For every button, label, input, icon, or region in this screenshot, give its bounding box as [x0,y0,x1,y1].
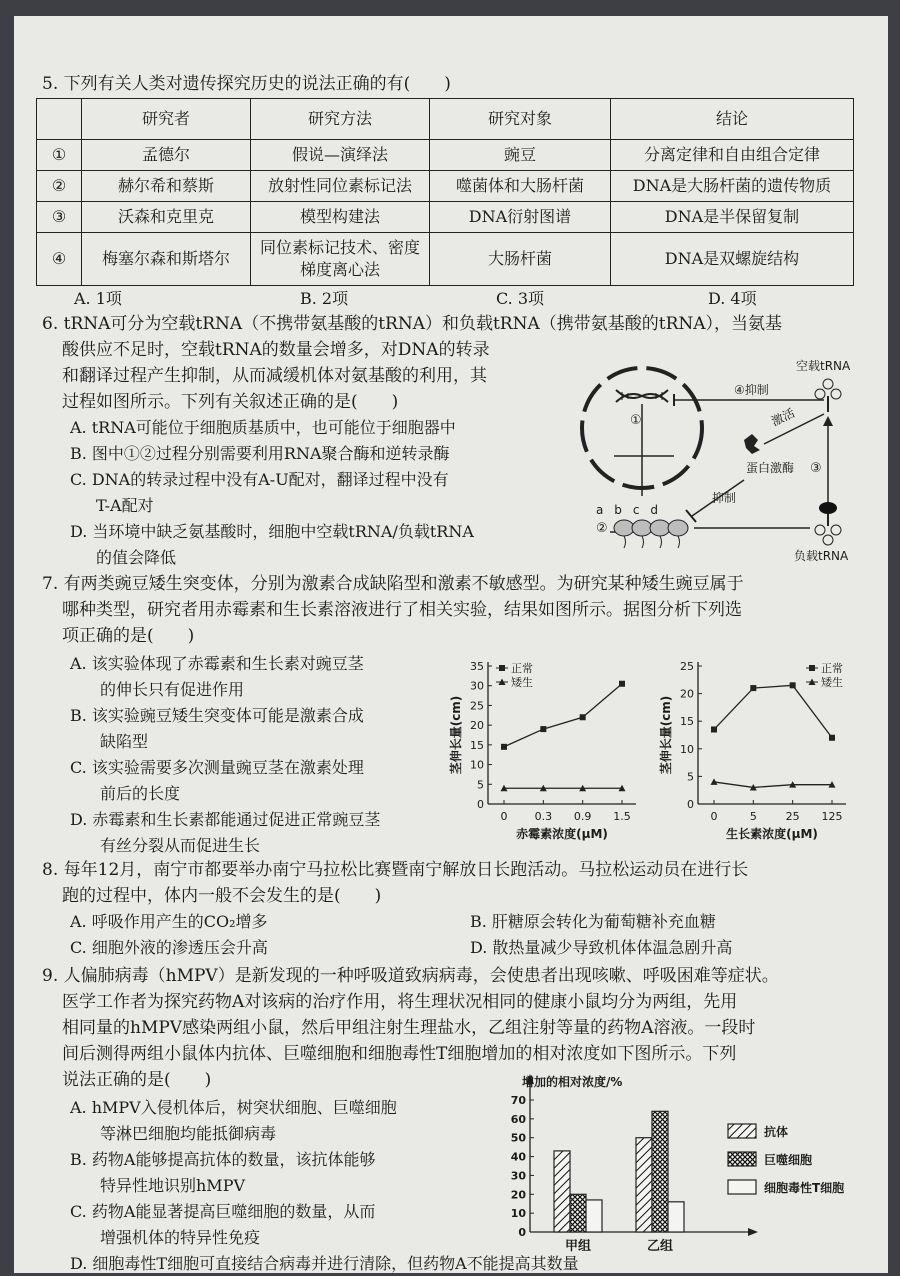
label-process-2: ② [596,521,608,536]
y-tick-label: 10 [470,758,484,772]
q8-option-b[interactable]: B. 肝糖原会转化为葡萄糖补充血糖 [470,912,716,931]
q6-stem-line: 6. tRNA可分为空载tRNA（不携带氨基酸的tRNA）和负载tRNA（携带氨基酸的tRNA），当氨基 [42,314,783,334]
y-tick-label: 35 [470,660,484,673]
bar-抗体-甲组 [554,1151,570,1232]
choice-d[interactable]: D. 4项 [708,289,757,308]
x-tick-label: 0 [710,810,718,823]
y-tick-label: 0 [477,798,484,811]
y-tick-label: 25 [680,660,694,673]
y-tick-label: 0 [518,1226,526,1239]
bar-细胞毒性T细胞-乙组 [668,1202,684,1232]
q9-stem-line: 医学工作者为探究药物A对该病的治疗作用，将生理状况相同的健康小鼠均分为两组，先用 [62,992,738,1012]
q7-stem-line: 7. 有两类豌豆矮生突变体，分别为激素合成缺陷型和激素不敏感型。为研究某种矮生豌豆属于 [42,574,744,594]
data-point [619,681,625,687]
legend-label: 正常 [511,662,533,675]
table-cell: 噬菌体和大肠杆菌 [430,171,611,202]
q8-stem-line: 8. 每年12月，南宁市都要举办南宁马拉松比赛暨南宁解放日长跑活动。马拉松运动员在进行长 [42,860,749,880]
y-tick-label: 50 [510,1131,526,1145]
label-process-3: ③ [810,461,822,476]
y-tick-label: 40 [510,1150,526,1164]
legend-swatch [728,1152,756,1166]
y-tick-label: 5 [477,778,484,792]
table-cell: 模型构建法 [251,202,430,233]
table-row [37,233,854,286]
auxin-line-chart [654,652,864,852]
y-tick-label: 5 [687,770,694,784]
q7-option-c[interactable]: C. 该实验需要多次测量豌豆茎在激素处理 [70,758,364,777]
table-row [37,202,854,233]
y-axis-title: 增加的相对浓度/% [522,1075,623,1089]
table-cell: 大肠杆菌 [430,233,611,286]
q6-option-c-cont: T-A配对 [96,496,154,515]
q9-option-a[interactable]: A. hMPV入侵机体后，树突状细胞、巨噬细胞 [70,1098,397,1117]
legend-marker [499,665,505,671]
y-tick-label: 15 [470,738,484,752]
table-cell: ④ [37,233,82,286]
table-cell: ③ [37,202,82,233]
data-point [790,682,796,688]
table-row [37,171,854,202]
y-tick-label: 30 [510,1169,526,1183]
q7-option-a[interactable]: A. 该实验体现了赤霉素和生长素对豌豆茎 [70,654,364,673]
legend-label: 细胞毒性T细胞 [764,1181,845,1195]
x-axis-title: 赤霉素浓度(μM) [516,827,608,841]
x-tick-label: 5 [749,810,757,823]
bar-抗体-乙组 [636,1138,652,1232]
q9-stem-line: 相同量的hMPV感染两组小鼠，然后甲组注射生理盐水，乙组注射等量的药物A溶液。一段时 [62,1018,756,1038]
q9-stem-line: 间后测得两组小鼠体内抗体、巨噬细胞和细胞毒性T细胞增加的相对浓度如下图所示。下列 [62,1044,737,1064]
label-protein-kinase: 蛋白激酶 [746,461,795,475]
bar-细胞毒性T细胞-甲组 [586,1200,602,1232]
q8-option-c[interactable]: C. 细胞外液的渗透压会升高 [70,938,268,957]
table-cell: ① [37,140,82,171]
legend-label: 抗体 [764,1125,789,1139]
label-process-1: ① [630,413,642,428]
q6-option-c[interactable]: C. DNA的转录过程中没有A-U配对，翻译过程中没有 [70,470,449,489]
choice-b[interactable]: B. 2项 [300,289,349,308]
legend-marker [809,665,815,671]
x-tick-label: 25 [785,810,800,823]
table-cell: DNA是半保留复制 [611,202,854,233]
bar-巨噬细胞-乙组 [652,1111,668,1232]
y-tick-label: 25 [470,699,484,713]
table-cell: 沃森和克里克 [82,202,251,233]
x-tick-label: 0.3 [534,810,553,823]
legend-label: 正常 [821,662,843,675]
q6-option-a[interactable]: A. tRNA可能位于细胞质基质中，也可能位于细胞器中 [70,418,456,437]
x-tick-label: 甲组 [564,1239,592,1254]
q6-stem-line: 和翻译过程产生抑制，从而减缓机体对氨基酸的利用，其 [62,366,487,386]
y-axis-title: 茎伸长量(cm) [449,695,463,775]
y-tick-label: 20 [680,687,694,701]
q9-stem-line: 说法正确的是( ) [62,1070,212,1090]
q7-stem-line: 项正确的是( ) [62,626,195,646]
q9-option-a-cont: 等淋巴细胞均能抵御病毒 [100,1124,277,1143]
label-inhibit: 抑制 [712,491,737,505]
dna-helix-icon [616,390,668,402]
table-cell: DNA是双螺旋结构 [611,233,854,286]
x-tick-label: 125 [821,810,843,823]
y-tick-label: 60 [510,1112,526,1126]
q6-option-b[interactable]: B. 图中①②过程分别需要利用RNA聚合酶和逆转录酶 [70,444,450,463]
empty-trna-icon [815,379,841,412]
q9-option-d[interactable]: D. 细胞毒性T细胞可直接结合病毒并进行清除，但药物A不能提高其数量 [70,1254,579,1273]
x-tick-label: 0.9 [573,810,592,823]
q6-stem-line: 酸供应不足时，空载tRNA的数量会增多，对DNA的转录 [62,340,490,360]
table-cell: DNA是大肠杆菌的遗传物质 [611,171,854,202]
choice-c[interactable]: C. 3项 [496,289,545,308]
choice-a[interactable]: A. 1项 [74,289,122,308]
table-cell: 假说—演绎法 [251,140,430,171]
x-axis-arrow [748,1228,758,1236]
bar-巨噬细胞-甲组 [570,1194,586,1232]
legend-label: 巨噬细胞 [764,1153,813,1167]
table-header: 研究者 [82,99,251,140]
q5-stem: 5. 下列有关人类对遗传探究历史的说法正确的有( ) [42,74,451,94]
table-header: 研究方法 [251,99,430,140]
q9-option-b-cont: 特异性地识别hMPV [100,1176,246,1195]
table-row [37,140,854,171]
x-tick-label: 1.5 [613,810,631,823]
q5-table [36,98,854,286]
loaded-trna-icon [815,502,841,545]
data-point [540,726,546,732]
y-axis-title: 茎伸长量(cm) [659,695,673,775]
q9-option-c[interactable]: C. 药物A能显著提高巨噬细胞的数量，从而 [70,1202,376,1221]
q8-option-a[interactable]: A. 呼吸作用产生的CO₂增多 [70,912,268,931]
q9-stem-line: 9. 人偏肺病毒（hMPV）是新发现的一种呼吸道致病病毒，会使患者出现咳嗽、呼吸困难等症状。 [42,966,779,986]
q7-option-d[interactable]: D. 赤霉素和生长素都能通过促进正常豌豆茎 [70,810,381,829]
table-cell: 赫尔希和蔡斯 [82,171,251,202]
data-point [580,714,586,720]
gibberellin-line-chart [444,652,654,852]
table-cell: 梅塞尔森和斯塔尔 [82,233,251,286]
q6-diagram [574,356,864,566]
q7-option-c-cont: 前后的长度 [100,784,181,803]
table-cell: DNA衍射图谱 [430,202,611,233]
series-line-正常 [714,685,832,737]
table-cell: 孟德尔 [82,140,251,171]
y-tick-label: 10 [680,742,694,756]
label-empty-trna: 空载tRNA [796,359,851,373]
x-tick-label: 0 [500,810,508,823]
y-tick-label: 30 [470,679,484,693]
q7-stem-line: 哪种类型，研究者用赤霉素和生长素溶液进行了相关实验，结果如图所示。据图分析下列选 [62,600,742,620]
y-tick-label: 20 [510,1188,526,1202]
q8-stem-line: 跑的过程中，体内一般不会发生的是( ) [62,886,382,906]
table-cell: 放射性同位素标记法 [251,171,430,202]
q7-option-a-cont: 的伸长只有促进作用 [100,680,245,699]
table-header [37,99,82,140]
table-header: 研究对象 [430,99,611,140]
x-axis-title: 生长素浓度(μM) [726,827,818,841]
series-line-矮生 [714,782,832,788]
table-header: 结论 [611,99,854,140]
q6-stem-line: 过程如图所示。下列有关叙述正确的是( ) [62,392,399,412]
ribosome-chain-icon [610,520,688,548]
legend-label: 矮生 [511,676,533,689]
data-point [711,726,717,732]
q7-option-d-cont: 有丝分裂从而促进生长 [100,836,261,855]
legend-swatch [728,1124,756,1138]
table-cell: 豌豆 [430,140,611,171]
data-point [750,685,756,691]
q7-option-b-cont: 缺陷型 [100,732,149,751]
label-activate: 激活 [769,405,798,429]
protein-kinase-icon [744,434,760,454]
q7-option-b[interactable]: B. 该实验豌豆矮生突变体可能是激素合成 [70,706,364,725]
x-tick-label: 乙组 [646,1239,674,1254]
exam-page [14,16,888,1273]
label-inhibit-4: ④抑制 [734,383,769,397]
y-tick-label: 20 [470,719,484,733]
immune-bar-chart [480,1072,860,1256]
data-point [829,735,835,741]
q9-option-b[interactable]: B. 药物A能够提高抗体的数量，该抗体能够 [70,1150,376,1169]
data-point [501,744,507,750]
legend-swatch [728,1180,756,1194]
table-cell: 同位素标记技术、密度梯度离心法 [251,233,430,286]
label-loaded-trna: 负载tRNA [794,549,849,563]
table-cell: ② [37,171,82,202]
q8-option-d[interactable]: D. 散热量减少导致机体体温急剧升高 [470,938,733,957]
q6-option-d-cont: 的值会降低 [96,548,177,567]
q6-option-d[interactable]: D. 当环境中缺乏氨基酸时，细胞中空载tRNA/负载tRNA [70,522,474,541]
series-line-正常 [504,684,622,747]
q9-option-c-cont: 增强机体的特异性免疫 [100,1228,261,1247]
y-tick-label: 15 [680,715,694,729]
table-cell: 分离定律和自由组合定律 [611,140,854,171]
label-abcd: a b c d [596,503,658,517]
y-tick-label: 0 [687,798,694,811]
legend-label: 矮生 [821,676,843,689]
y-tick-label: 70 [510,1094,526,1107]
y-tick-label: 10 [510,1207,526,1221]
